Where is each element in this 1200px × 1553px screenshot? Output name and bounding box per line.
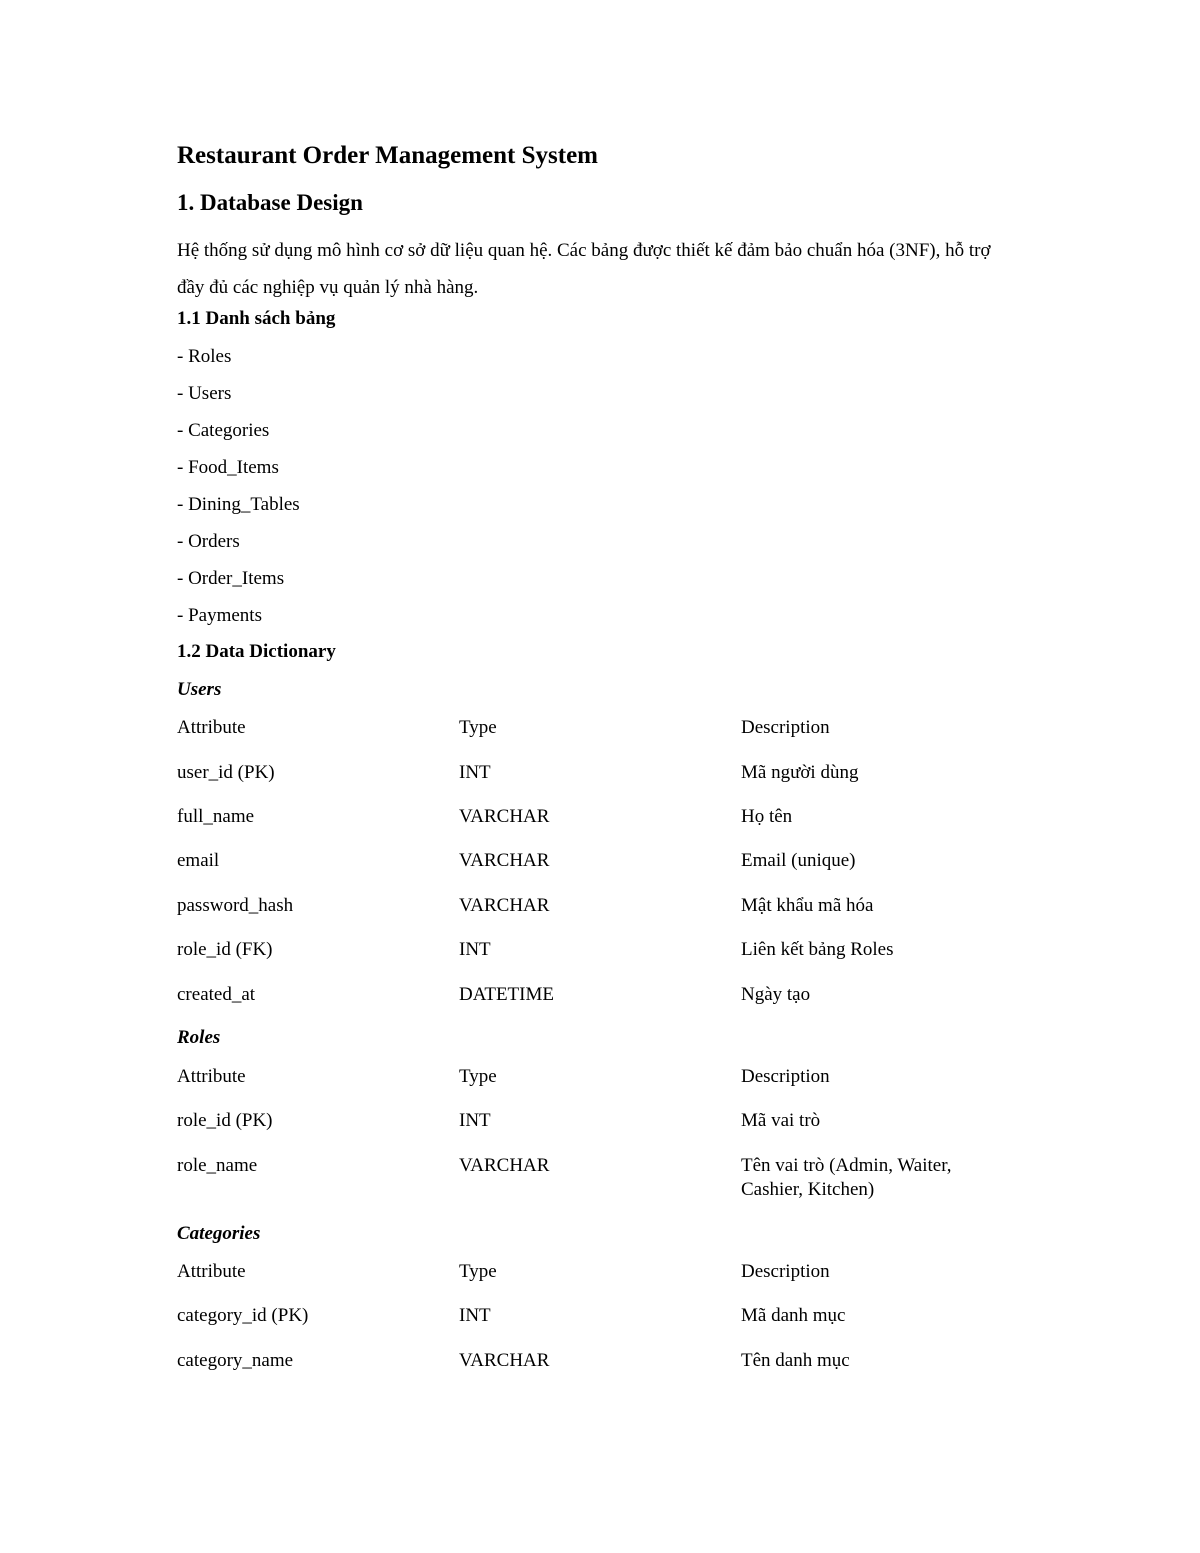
section-heading-database-design: 1. Database Design — [177, 190, 363, 215]
cell-type: VARCHAR — [459, 1155, 550, 1176]
header-attribute: Attribute — [177, 717, 246, 738]
list-item: - Payments — [177, 605, 262, 626]
cell-description: Ngày tạo — [741, 984, 811, 1005]
cell-description: Mật khẩu mã hóa — [741, 895, 874, 916]
subsection-heading-data-dictionary: 1.2 Data Dictionary — [177, 641, 336, 662]
cell-attribute: role_id (PK) — [177, 1110, 273, 1131]
cell-type: VARCHAR — [459, 895, 550, 916]
header-attribute: Attribute — [177, 1261, 246, 1282]
header-attribute: Attribute — [177, 1066, 246, 1087]
cell-description: Tên danh mục — [741, 1350, 850, 1371]
cell-attribute: role_name — [177, 1155, 258, 1176]
header-description: Description — [741, 1261, 830, 1282]
list-item: - Order_Items — [177, 568, 285, 589]
cell-description: Mã danh mục — [741, 1305, 846, 1326]
header-description: Description — [741, 1066, 830, 1087]
cell-description: Liên kết bảng Roles — [741, 939, 894, 960]
cell-type: DATETIME — [459, 984, 554, 1005]
cell-attribute: category_id (PK) — [177, 1305, 309, 1326]
cell-type: INT — [459, 1110, 491, 1131]
cell-type: INT — [459, 939, 491, 960]
cell-description: Họ tên — [741, 806, 793, 827]
cell-type: VARCHAR — [459, 806, 550, 827]
cell-attribute: password_hash — [177, 895, 294, 916]
table-title-roles: Roles — [177, 1027, 221, 1048]
table-name-list — [177, 344, 300, 640]
list-item: - Categories — [177, 420, 270, 441]
cell-type: VARCHAR — [459, 850, 550, 871]
cell-attribute: role_id (FK) — [177, 939, 273, 960]
header-description: Description — [741, 717, 830, 738]
list-item: - Orders — [177, 531, 240, 552]
header-type: Type — [459, 1261, 497, 1282]
cell-attribute: email — [177, 850, 220, 871]
document-title: Restaurant Order Management System — [177, 142, 598, 169]
header-type: Type — [459, 1066, 497, 1087]
cell-description: Email (unique) — [741, 850, 856, 871]
header-type: Type — [459, 717, 497, 738]
list-item: - Users — [177, 383, 232, 404]
cell-description: Mã vai trò — [741, 1110, 821, 1131]
list-item: - Roles — [177, 346, 232, 367]
cell-attribute: category_name — [177, 1350, 294, 1371]
list-item: - Food_Items — [177, 457, 279, 478]
table-title-categories: Categories — [177, 1223, 261, 1244]
list-item: - Dining_Tables — [177, 494, 300, 515]
cell-attribute: full_name — [177, 806, 255, 827]
table-title-users: Users — [177, 679, 222, 700]
cell-type: INT — [459, 762, 491, 783]
cell-description: Tên vai trò (Admin, Waiter, Cashier, Kitchen) — [741, 1155, 952, 1200]
cell-description: Mã người dùng — [741, 762, 859, 783]
cell-type: VARCHAR — [459, 1350, 550, 1371]
cell-attribute: created_at — [177, 984, 256, 1005]
section-intro-paragraph: Hệ thống sử dụng mô hình cơ sở dữ liệu quan hệ. Các bảng được thiết kế đảm bảo chuẩn hóa (3NF), hỗ trợ đầy đủ các nghiệp vụ quản lý nhà hàng. — [177, 240, 991, 298]
cell-type: INT — [459, 1305, 491, 1326]
subsection-heading-table-list: 1.1 Danh sách bảng — [177, 308, 336, 329]
cell-attribute: user_id (PK) — [177, 762, 275, 783]
